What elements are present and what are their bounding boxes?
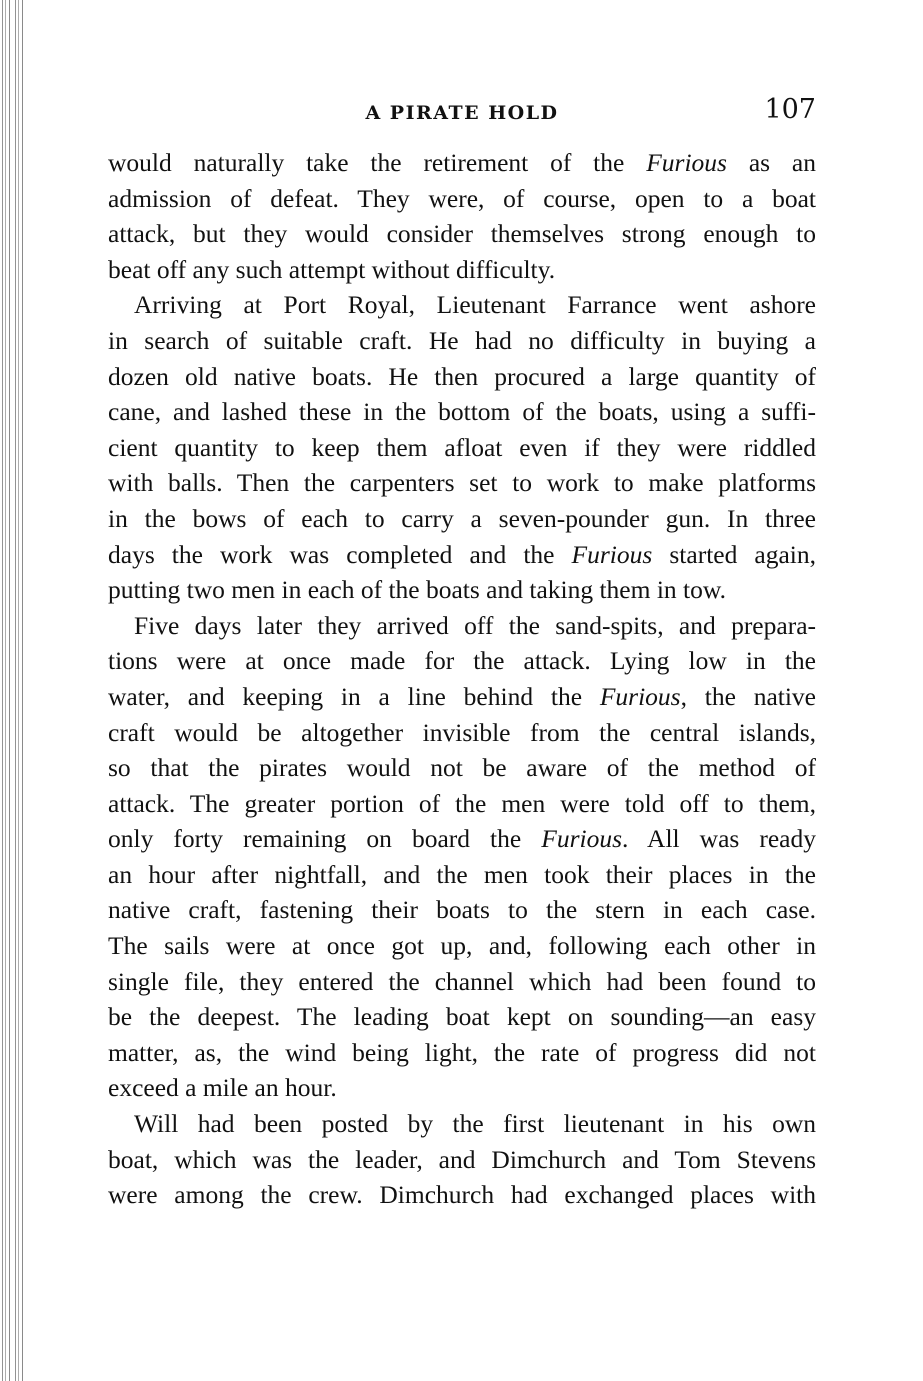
text-line: days the work was completed and the Furious started again, (108, 539, 816, 569)
text-line: so that the pirates would not be aware of the method of (108, 753, 816, 783)
text-line: craft would be altogether invisible from the central islands, (108, 717, 816, 747)
text-line: tions were at once made for the attack. Lying low in the (108, 646, 816, 676)
text-line: in the bows of each to carry a seven-pounder gun. In three (108, 503, 816, 533)
text-line: in search of suitable craft. He had no difficulty in buying a (108, 325, 816, 355)
text-line: with balls. Then the carpenters set to work to make platforms (108, 468, 816, 498)
text-line: an hour after nightfall, and the men took their places in the (108, 859, 816, 889)
paragraph-3 (108, 608, 816, 1106)
text-line: admission of defeat. They were, of course, open to a boat (108, 183, 816, 213)
text-line: would naturally take the retirement of the Furious as an (108, 148, 816, 177)
text-line: attack. The greater portion of the men were told off to them, (108, 788, 816, 818)
text-line: attack, but they would consider themselves strong enough to (108, 219, 816, 249)
paragraph-2 (108, 287, 816, 607)
text-line: be the deepest. The leading boat kept on sounding—an easy (108, 1002, 816, 1032)
page-number: 107 (764, 94, 816, 125)
text-line: native craft, fastening their boats to the stern in each case. (108, 895, 816, 925)
text-line: water, and keeping in a line behind the Furious, the native (108, 681, 816, 711)
text-line: single file, they entered the channel which had been found to (108, 966, 816, 996)
body-text (108, 145, 816, 1213)
ship-name: Furious (599, 681, 681, 711)
binding-edge (0, 0, 24, 1381)
text-line: Five days later they arrived off the sand-spits, and prepara- (134, 610, 816, 640)
ship-name: Furious (541, 824, 623, 854)
text-line: matter, as, the wind being light, the rate of progress did not (108, 1037, 816, 1067)
text-line: boat, which was the leader, and Dimchurch and Tom Stevens (108, 1144, 816, 1174)
text-line: beat off any such attempt without difficulty. (108, 254, 556, 284)
text-line: were among the crew. Dimchurch had exchanged places with (108, 1180, 816, 1210)
ship-name: Furious (646, 148, 727, 177)
text-line: exceed a mile an hour. (108, 1073, 337, 1103)
running-head (108, 94, 816, 134)
text-line: Arriving at Port Royal, Lieutenant Farrance went ashore (134, 290, 816, 320)
ship-name: Furious (571, 539, 653, 569)
text-line: Will had been posted by the first lieutenant in his own (134, 1109, 816, 1139)
text-line: putting two men in each of the boats and taking them in tow. (108, 575, 727, 605)
paragraph-1 (108, 145, 816, 287)
text-line: only forty remaining on board the Furious. All was ready (108, 824, 816, 854)
paragraph-4 (108, 1106, 816, 1213)
text-line: dozen old native boats. He then procured a large quantity of (108, 361, 816, 391)
text-line: cane, and lashed these in the bottom of the boats, using a suffi- (108, 397, 816, 427)
running-title: A PIRATE HOLD (365, 102, 559, 124)
text-line: cient quantity to keep them afloat even if they were riddled (108, 432, 816, 462)
text-line: The sails were at once got up, and, following each other in (108, 931, 816, 961)
